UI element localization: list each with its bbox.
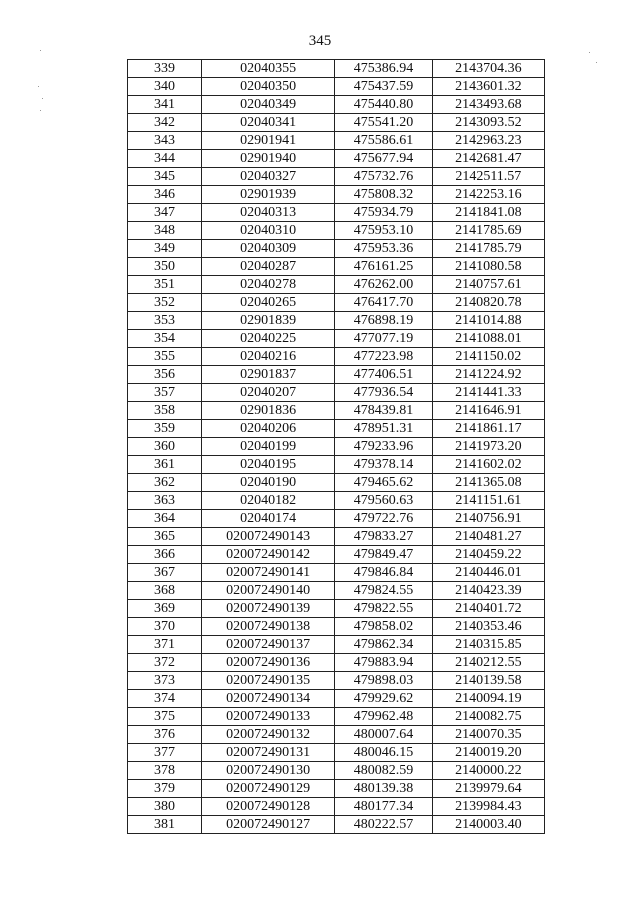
x-coordinate-cell: 475953.10 [335, 222, 432, 240]
y-coordinate-cell: 2140423.39 [432, 582, 544, 600]
coordinates-table-body [128, 60, 545, 834]
point-code-cell: 02040278 [201, 276, 335, 294]
table-row [128, 672, 545, 690]
y-coordinate-cell: 2141151.61 [432, 492, 544, 510]
point-number-cell: 362 [128, 474, 202, 492]
point-code-cell: 02040216 [201, 348, 335, 366]
table-row [128, 510, 545, 528]
x-coordinate-cell: 475953.36 [335, 240, 432, 258]
point-number-cell: 354 [128, 330, 202, 348]
y-coordinate-cell: 2140094.19 [432, 690, 544, 708]
y-coordinate-cell: 2141785.69 [432, 222, 544, 240]
point-number-cell: 376 [128, 726, 202, 744]
table-row [128, 330, 545, 348]
table-row [128, 546, 545, 564]
x-coordinate-cell: 479722.76 [335, 510, 432, 528]
y-coordinate-cell: 2143704.36 [432, 60, 544, 78]
table-row [128, 708, 545, 726]
x-coordinate-cell: 479833.27 [335, 528, 432, 546]
point-code-cell: 020072490143 [201, 528, 335, 546]
table-row [128, 294, 545, 312]
point-number-cell: 341 [128, 96, 202, 114]
scan-speck [596, 62, 597, 63]
y-coordinate-cell: 2141973.20 [432, 438, 544, 456]
point-number-cell: 365 [128, 528, 202, 546]
point-code-cell: 02040355 [201, 60, 335, 78]
y-coordinate-cell: 2140757.61 [432, 276, 544, 294]
point-code-cell: 02901839 [201, 312, 335, 330]
point-code-cell: 020072490136 [201, 654, 335, 672]
point-code-cell: 02040225 [201, 330, 335, 348]
y-coordinate-cell: 2141224.92 [432, 366, 544, 384]
table-row [128, 366, 545, 384]
x-coordinate-cell: 479822.55 [335, 600, 432, 618]
scan-speck [42, 98, 43, 99]
y-coordinate-cell: 2140481.27 [432, 528, 544, 546]
table-row [128, 96, 545, 114]
x-coordinate-cell: 477077.19 [335, 330, 432, 348]
point-number-cell: 373 [128, 672, 202, 690]
x-coordinate-cell: 479824.55 [335, 582, 432, 600]
table-row [128, 564, 545, 582]
y-coordinate-cell: 2142681.47 [432, 150, 544, 168]
point-code-cell: 02901941 [201, 132, 335, 150]
y-coordinate-cell: 2140082.75 [432, 708, 544, 726]
x-coordinate-cell: 475808.32 [335, 186, 432, 204]
x-coordinate-cell: 475440.80 [335, 96, 432, 114]
table-row [128, 762, 545, 780]
table-row [128, 582, 545, 600]
table-row [128, 402, 545, 420]
table-row [128, 798, 545, 816]
y-coordinate-cell: 2141150.02 [432, 348, 544, 366]
point-code-cell: 020072490132 [201, 726, 335, 744]
point-code-cell: 020072490141 [201, 564, 335, 582]
table-row [128, 204, 545, 222]
table-row [128, 222, 545, 240]
point-number-cell: 351 [128, 276, 202, 294]
y-coordinate-cell: 2140070.35 [432, 726, 544, 744]
point-number-cell: 366 [128, 546, 202, 564]
point-number-cell: 374 [128, 690, 202, 708]
y-coordinate-cell: 2142963.23 [432, 132, 544, 150]
x-coordinate-cell: 476417.70 [335, 294, 432, 312]
point-number-cell: 340 [128, 78, 202, 96]
y-coordinate-cell: 2140139.58 [432, 672, 544, 690]
table-row [128, 384, 545, 402]
point-code-cell: 02040207 [201, 384, 335, 402]
x-coordinate-cell: 477936.54 [335, 384, 432, 402]
point-number-cell: 372 [128, 654, 202, 672]
point-code-cell: 020072490139 [201, 600, 335, 618]
table-row [128, 492, 545, 510]
point-number-cell: 381 [128, 816, 202, 834]
table-row [128, 258, 545, 276]
x-coordinate-cell: 478439.81 [335, 402, 432, 420]
point-code-cell: 020072490127 [201, 816, 335, 834]
point-number-cell: 347 [128, 204, 202, 222]
y-coordinate-cell: 2141841.08 [432, 204, 544, 222]
point-code-cell: 02901940 [201, 150, 335, 168]
x-coordinate-cell: 479849.47 [335, 546, 432, 564]
table-row [128, 60, 545, 78]
point-number-cell: 339 [128, 60, 202, 78]
point-number-cell: 356 [128, 366, 202, 384]
point-code-cell: 020072490135 [201, 672, 335, 690]
x-coordinate-cell: 477223.98 [335, 348, 432, 366]
point-number-cell: 380 [128, 798, 202, 816]
point-number-cell: 346 [128, 186, 202, 204]
point-number-cell: 361 [128, 456, 202, 474]
point-code-cell: 020072490131 [201, 744, 335, 762]
point-code-cell: 020072490140 [201, 582, 335, 600]
x-coordinate-cell: 479898.03 [335, 672, 432, 690]
point-number-cell: 370 [128, 618, 202, 636]
x-coordinate-cell: 480139.38 [335, 780, 432, 798]
x-coordinate-cell: 478951.31 [335, 420, 432, 438]
point-number-cell: 368 [128, 582, 202, 600]
coordinates-table [127, 59, 545, 834]
point-code-cell: 02040309 [201, 240, 335, 258]
point-code-cell: 02040174 [201, 510, 335, 528]
y-coordinate-cell: 2140756.91 [432, 510, 544, 528]
scan-speck [589, 52, 590, 53]
x-coordinate-cell: 476898.19 [335, 312, 432, 330]
table-row [128, 816, 545, 834]
x-coordinate-cell: 480177.34 [335, 798, 432, 816]
point-number-cell: 344 [128, 150, 202, 168]
x-coordinate-cell: 475732.76 [335, 168, 432, 186]
page-number: 345 [308, 33, 332, 49]
table-row [128, 114, 545, 132]
point-code-cell: 02040313 [201, 204, 335, 222]
x-coordinate-cell: 476161.25 [335, 258, 432, 276]
y-coordinate-cell: 2141646.91 [432, 402, 544, 420]
y-coordinate-cell: 2140315.85 [432, 636, 544, 654]
point-number-cell: 360 [128, 438, 202, 456]
point-code-cell: 020072490138 [201, 618, 335, 636]
table-row [128, 618, 545, 636]
point-code-cell: 02040265 [201, 294, 335, 312]
point-number-cell: 364 [128, 510, 202, 528]
y-coordinate-cell: 2141088.01 [432, 330, 544, 348]
scan-speck [40, 110, 41, 111]
point-code-cell: 02901939 [201, 186, 335, 204]
table-row [128, 420, 545, 438]
table-row [128, 636, 545, 654]
y-coordinate-cell: 2141785.79 [432, 240, 544, 258]
table-row [128, 132, 545, 150]
y-coordinate-cell: 2142511.57 [432, 168, 544, 186]
point-code-cell: 020072490128 [201, 798, 335, 816]
x-coordinate-cell: 475541.20 [335, 114, 432, 132]
point-number-cell: 349 [128, 240, 202, 258]
point-code-cell: 02040182 [201, 492, 335, 510]
x-coordinate-cell: 480046.15 [335, 744, 432, 762]
table-row [128, 348, 545, 366]
point-code-cell: 02040206 [201, 420, 335, 438]
point-code-cell: 02040310 [201, 222, 335, 240]
y-coordinate-cell: 2140000.22 [432, 762, 544, 780]
y-coordinate-cell: 2140003.40 [432, 816, 544, 834]
y-coordinate-cell: 2140446.01 [432, 564, 544, 582]
x-coordinate-cell: 477406.51 [335, 366, 432, 384]
point-number-cell: 342 [128, 114, 202, 132]
y-coordinate-cell: 2141014.88 [432, 312, 544, 330]
x-coordinate-cell: 475934.79 [335, 204, 432, 222]
x-coordinate-cell: 479883.94 [335, 654, 432, 672]
table-row [128, 240, 545, 258]
table-row [128, 780, 545, 798]
point-code-cell: 02040287 [201, 258, 335, 276]
y-coordinate-cell: 2141602.02 [432, 456, 544, 474]
table-row [128, 312, 545, 330]
x-coordinate-cell: 480082.59 [335, 762, 432, 780]
point-number-cell: 345 [128, 168, 202, 186]
table-row [128, 168, 545, 186]
point-number-cell: 350 [128, 258, 202, 276]
x-coordinate-cell: 479465.62 [335, 474, 432, 492]
x-coordinate-cell: 479858.02 [335, 618, 432, 636]
y-coordinate-cell: 2139979.64 [432, 780, 544, 798]
point-code-cell: 020072490134 [201, 690, 335, 708]
y-coordinate-cell: 2140459.22 [432, 546, 544, 564]
y-coordinate-cell: 2139984.43 [432, 798, 544, 816]
point-code-cell: 02040199 [201, 438, 335, 456]
x-coordinate-cell: 475677.94 [335, 150, 432, 168]
x-coordinate-cell: 479378.14 [335, 456, 432, 474]
y-coordinate-cell: 2141365.08 [432, 474, 544, 492]
y-coordinate-cell: 2143093.52 [432, 114, 544, 132]
table-row [128, 474, 545, 492]
point-code-cell: 02040341 [201, 114, 335, 132]
point-number-cell: 367 [128, 564, 202, 582]
y-coordinate-cell: 2140401.72 [432, 600, 544, 618]
point-number-cell: 363 [128, 492, 202, 510]
point-code-cell: 02040190 [201, 474, 335, 492]
table-row [128, 690, 545, 708]
x-coordinate-cell: 475437.59 [335, 78, 432, 96]
point-code-cell: 02040349 [201, 96, 335, 114]
scan-speck [38, 86, 39, 87]
point-code-cell: 020072490129 [201, 780, 335, 798]
point-code-cell: 02040327 [201, 168, 335, 186]
x-coordinate-cell: 479233.96 [335, 438, 432, 456]
x-coordinate-cell: 479862.34 [335, 636, 432, 654]
point-number-cell: 343 [128, 132, 202, 150]
y-coordinate-cell: 2140212.55 [432, 654, 544, 672]
point-code-cell: 02901837 [201, 366, 335, 384]
point-number-cell: 375 [128, 708, 202, 726]
point-number-cell: 357 [128, 384, 202, 402]
scan-speck [40, 50, 41, 51]
table-row [128, 150, 545, 168]
point-code-cell: 02040195 [201, 456, 335, 474]
table-row [128, 186, 545, 204]
x-coordinate-cell: 479560.63 [335, 492, 432, 510]
point-number-cell: 359 [128, 420, 202, 438]
y-coordinate-cell: 2143493.68 [432, 96, 544, 114]
point-number-cell: 377 [128, 744, 202, 762]
point-number-cell: 358 [128, 402, 202, 420]
x-coordinate-cell: 480222.57 [335, 816, 432, 834]
table-row [128, 456, 545, 474]
table-row [128, 744, 545, 762]
x-coordinate-cell: 479962.48 [335, 708, 432, 726]
y-coordinate-cell: 2140820.78 [432, 294, 544, 312]
point-number-cell: 371 [128, 636, 202, 654]
y-coordinate-cell: 2142253.16 [432, 186, 544, 204]
table-row [128, 726, 545, 744]
y-coordinate-cell: 2143601.32 [432, 78, 544, 96]
point-number-cell: 352 [128, 294, 202, 312]
table-row [128, 600, 545, 618]
point-code-cell: 02040350 [201, 78, 335, 96]
table-row [128, 78, 545, 96]
point-code-cell: 020072490142 [201, 546, 335, 564]
table-row [128, 528, 545, 546]
x-coordinate-cell: 476262.00 [335, 276, 432, 294]
point-number-cell: 379 [128, 780, 202, 798]
point-code-cell: 020072490137 [201, 636, 335, 654]
x-coordinate-cell: 480007.64 [335, 726, 432, 744]
point-code-cell: 020072490133 [201, 708, 335, 726]
x-coordinate-cell: 475386.94 [335, 60, 432, 78]
x-coordinate-cell: 479846.84 [335, 564, 432, 582]
table-row [128, 438, 545, 456]
point-number-cell: 348 [128, 222, 202, 240]
point-number-cell: 378 [128, 762, 202, 780]
y-coordinate-cell: 2141080.58 [432, 258, 544, 276]
point-number-cell: 355 [128, 348, 202, 366]
table-row [128, 276, 545, 294]
y-coordinate-cell: 2140353.46 [432, 618, 544, 636]
point-number-cell: 353 [128, 312, 202, 330]
point-code-cell: 020072490130 [201, 762, 335, 780]
x-coordinate-cell: 479929.62 [335, 690, 432, 708]
y-coordinate-cell: 2141861.17 [432, 420, 544, 438]
x-coordinate-cell: 475586.61 [335, 132, 432, 150]
point-number-cell: 369 [128, 600, 202, 618]
table-row [128, 654, 545, 672]
point-code-cell: 02901836 [201, 402, 335, 420]
y-coordinate-cell: 2140019.20 [432, 744, 544, 762]
y-coordinate-cell: 2141441.33 [432, 384, 544, 402]
